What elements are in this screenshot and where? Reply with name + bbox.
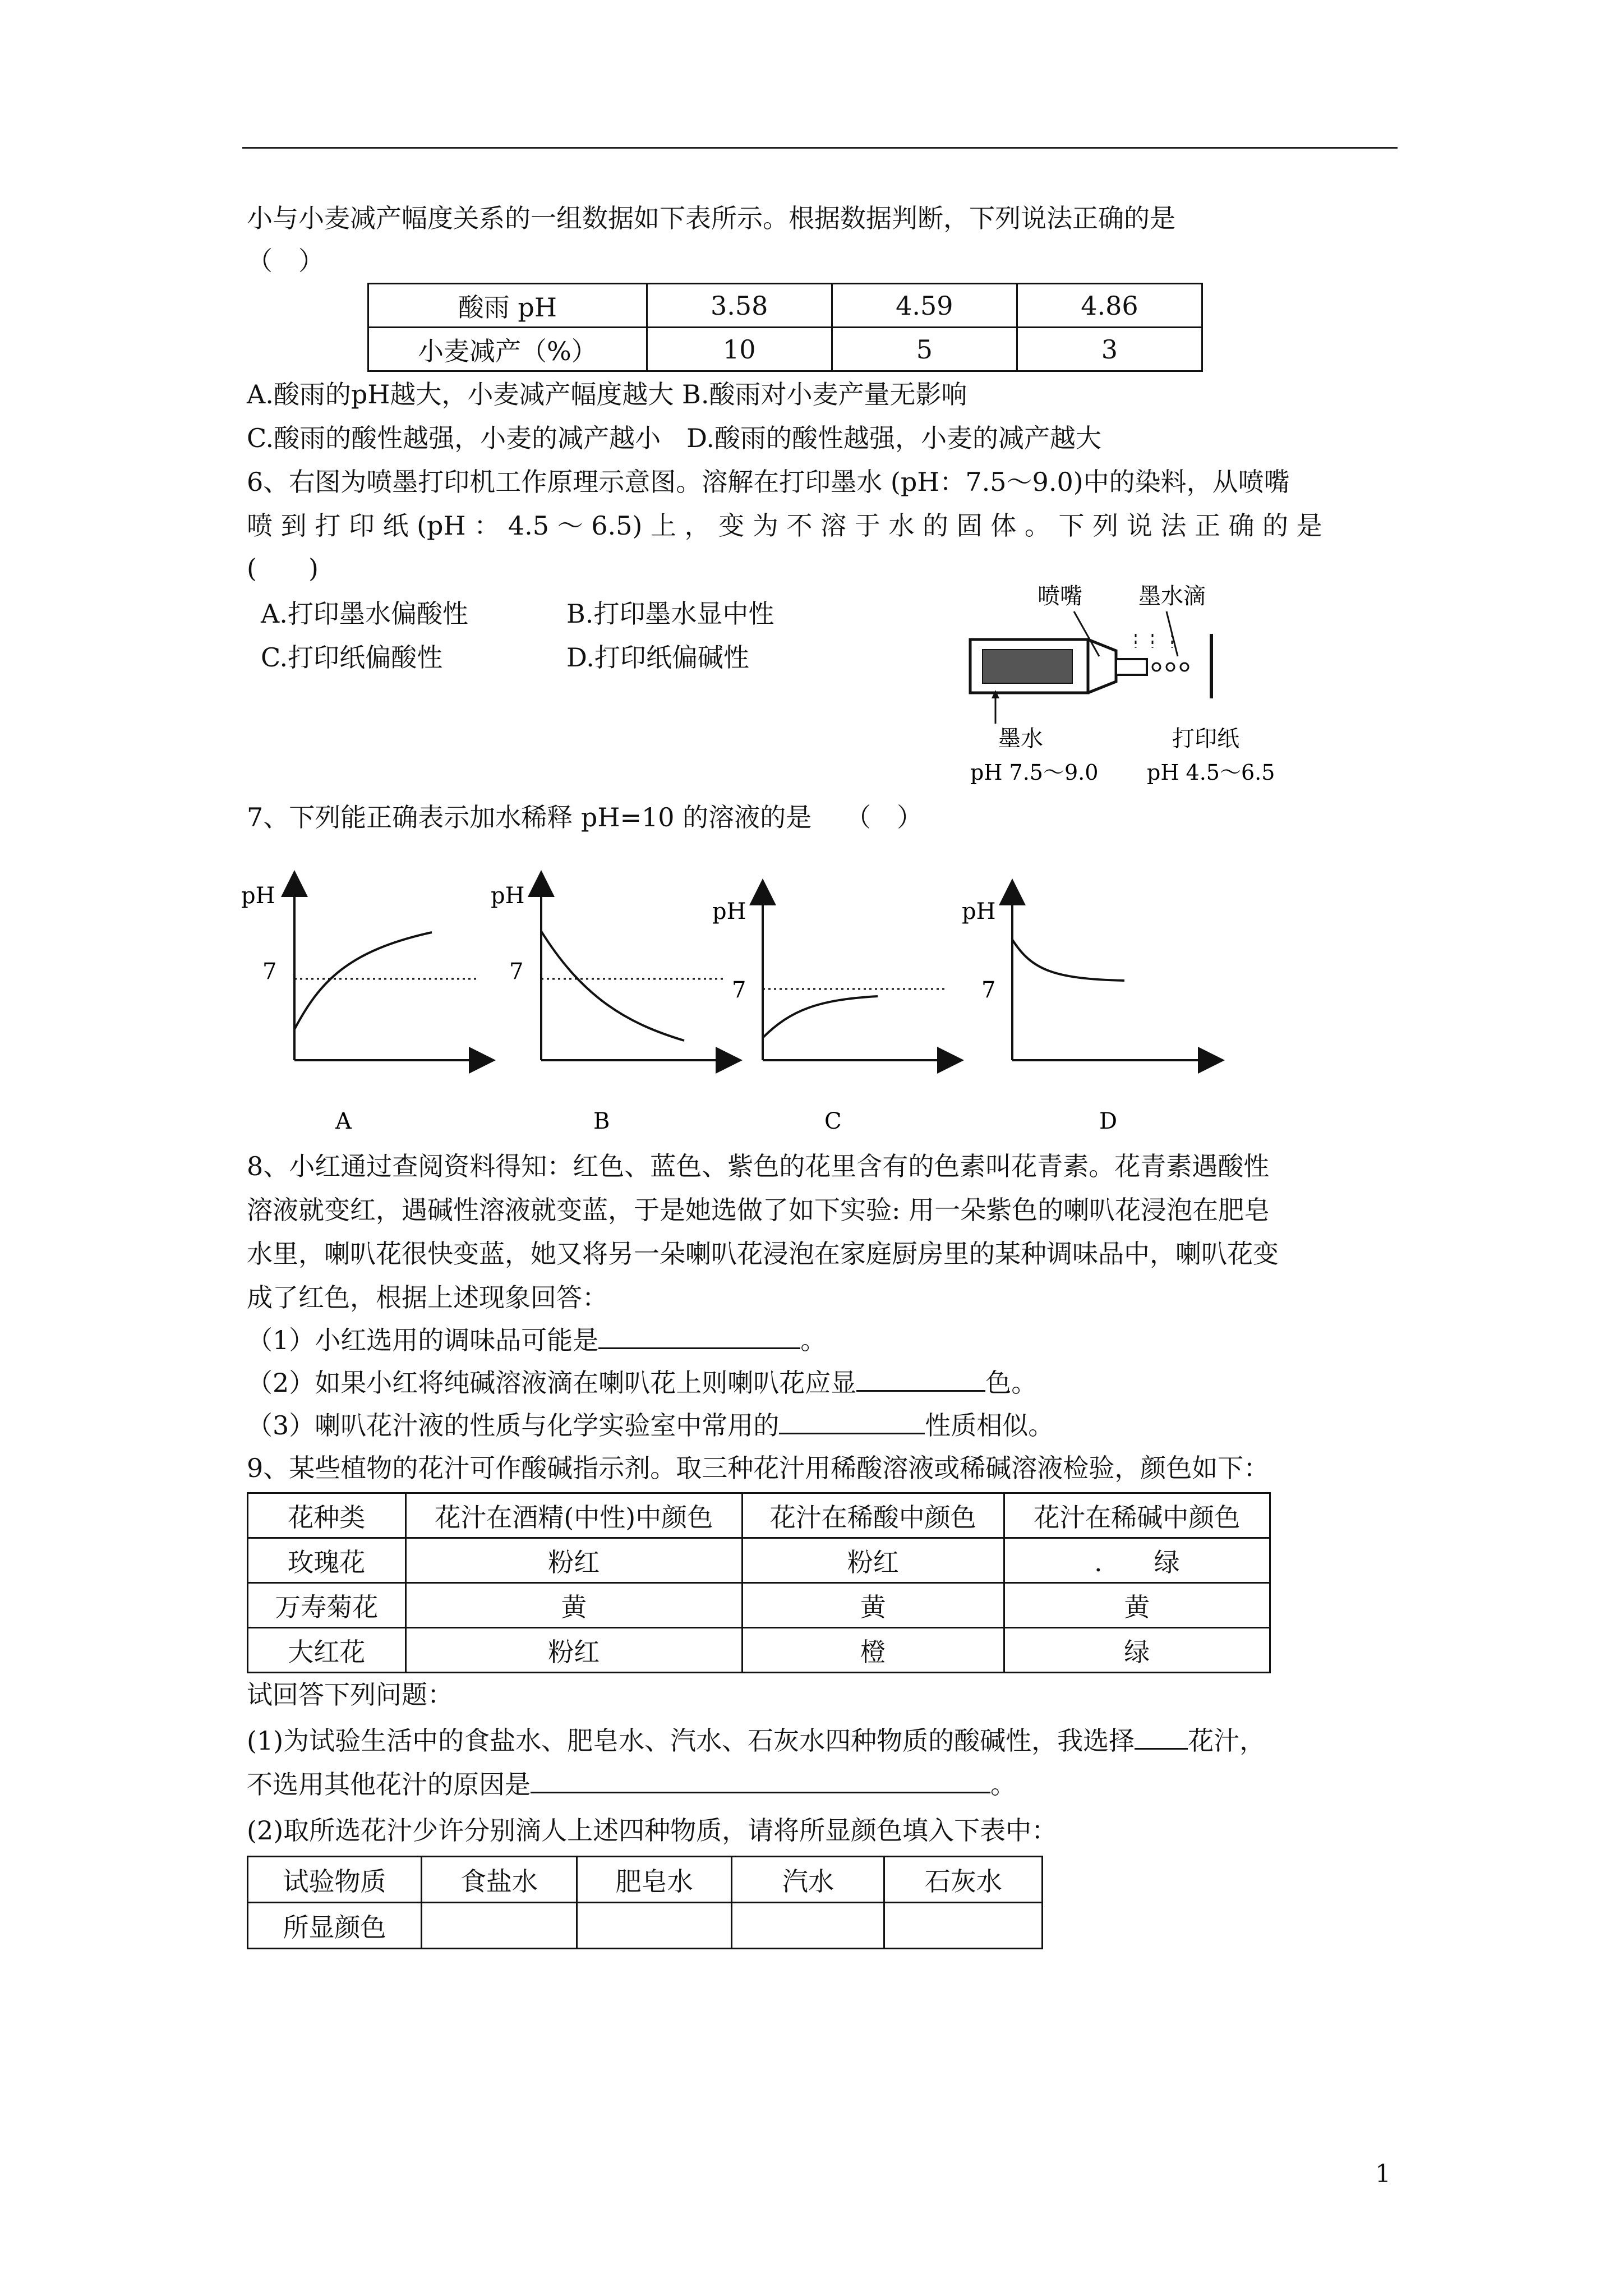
q5-cell: 4.59: [832, 284, 1017, 328]
q6-option-a: A.打印墨水偏酸性: [261, 599, 468, 629]
q9-answer-cell-limewater[interactable]: [884, 1903, 1043, 1949]
paper-label: 打印纸: [1172, 726, 1239, 752]
q9-answer-row-label: 所显颜色: [248, 1903, 422, 1949]
axis-label-ph: pH: [962, 899, 996, 924]
q9-flower-table: [247, 1492, 1271, 1673]
curve-b: [541, 931, 684, 1041]
q9-p2: (2)取所选花汁少许分别滴人上述四种物质，请将所显颜色填入下表中：: [247, 1815, 1058, 1846]
ink-label: 墨水: [998, 726, 1043, 752]
q8-sub1: [247, 1322, 826, 1359]
q5-intro: 小与小麦减产幅度关系的一组数据如下表所示。根据数据判断，下列说法正确的是: [247, 203, 1175, 233]
page-number: 1: [1375, 2160, 1391, 2188]
q9-p1-end: 花汁，: [1188, 1726, 1266, 1756]
q5-cell: 3.58: [647, 284, 832, 328]
nozzle-label: 喷嘴: [1038, 583, 1082, 609]
tick-seven: 7: [981, 977, 996, 1003]
q9-cell: 绿: [1004, 1628, 1270, 1673]
q9-answer-header: 汽水: [732, 1857, 884, 1903]
q7-question: 7、下列能正确表示加水稀释 pH=10 的溶液的是: [247, 802, 812, 832]
q8-sub3-text: （3）喇叭花汁液的性质与化学实验室中常用的: [247, 1410, 780, 1441]
q5-cell: 5: [832, 328, 1017, 371]
ink-reservoir: [983, 650, 1072, 683]
q9-p1-reason: [247, 1766, 1016, 1803]
q9-answer-cell-soap[interactable]: [577, 1903, 732, 1949]
q8-sub2: [247, 1364, 1037, 1401]
q9-cell: 黄: [742, 1583, 1004, 1628]
q9-cell: 玫瑰花: [248, 1538, 406, 1583]
ink-droplet: [1181, 663, 1188, 671]
q8-sub3: [247, 1407, 1054, 1444]
inkjet-diagram: [948, 578, 1340, 785]
q9-cell: 黄: [1004, 1583, 1270, 1628]
q9-answer-cell-salt[interactable]: [421, 1903, 577, 1949]
q9-answer-table: [247, 1856, 1043, 1949]
q8-line4: 成了红色，根据上述现象回答：: [247, 1282, 608, 1313]
q9-answer-cell-soda[interactable]: [732, 1903, 884, 1949]
tick-seven: 7: [732, 977, 746, 1003]
cartridge-taper: [1088, 639, 1116, 693]
curve-c: [763, 996, 878, 1038]
q8-sub2-text: （2）如果小红将纯碱溶液滴在喇叭花上则喇叭花应显: [247, 1368, 857, 1398]
q6-option-c: C.打印纸偏酸性: [261, 642, 443, 673]
q8-line1: 8、小红通过查阅资料得知：红色、蓝色、紫色的花里含有的色素叫花青素。花青素遇酸性: [247, 1151, 1270, 1181]
paper-ph-label: pH 4.5～6.5: [1147, 760, 1275, 785]
q9-answer-header: 石灰水: [884, 1857, 1043, 1903]
curve-d: [1012, 940, 1124, 981]
q8-sub1-end: 。: [800, 1325, 827, 1355]
q9-ask: 试回答下列问题：: [247, 1680, 453, 1710]
q6-line2: 喷 到 打 印 纸 (pH ： 4.5 ～ 6.5) 上 ， 变 为 不 溶 于 水 的 固 体 。 下 列 说 法 正 确 的 是: [247, 510, 1322, 541]
q9-header-cell: 花汁在稀碱中颜色: [1004, 1493, 1270, 1538]
q9-cell: 万寿菊花: [248, 1583, 406, 1628]
q9-p1-reason-text: 不选用其他花汁的原因是: [247, 1769, 531, 1800]
axis-label-ph: pH: [241, 883, 275, 909]
q9-cell: 粉红: [405, 1538, 742, 1583]
q9-cell: 大红花: [248, 1628, 406, 1673]
q7-paren: （ ）: [845, 802, 923, 832]
q8-sub2-end: 色。: [985, 1368, 1038, 1398]
q6-option-d: D.打印纸偏碱性: [566, 642, 749, 673]
q8-blank-reagent[interactable]: [779, 1433, 925, 1434]
ink-ph-label: pH 7.5～9.0: [970, 760, 1099, 785]
q8-blank-color[interactable]: [856, 1390, 985, 1392]
nozzle-tip: [1116, 659, 1147, 675]
q8-line2: 溶液就变红，遇碱性溶液就变蓝，于是她选做了如下实验: 用一朵紫色的喇叭花浸泡在肥皂: [247, 1195, 1270, 1225]
graph-label-d: D: [1099, 1108, 1118, 1134]
header-rule: [242, 147, 1398, 149]
q6-line1: 6、右图为喷墨打印机工作原理示意图。溶解在打印墨水 (pH：7.5～9.0)中的染料，从喷嘴: [247, 467, 1290, 497]
q5-cell: 小麦减产（%）: [368, 328, 647, 371]
graph-b: [491, 883, 729, 1134]
graph-c: [712, 892, 951, 1134]
q9-answer-header: 肥皂水: [577, 1857, 732, 1903]
graph-d: [962, 892, 1211, 1134]
q6-paren: ( ): [247, 553, 319, 583]
q9-p1: [247, 1722, 1265, 1759]
q9-cell: 粉红: [742, 1538, 1004, 1583]
q9-cell: 黄: [405, 1583, 742, 1628]
q6-option-b: B.打印墨水显中性: [566, 599, 774, 629]
q5-table: [367, 283, 1203, 372]
q9-cell: 橙: [742, 1628, 1004, 1673]
droplet-label: 墨水滴: [1138, 583, 1206, 609]
q9-header-cell: 花汁在酒精(中性)中颜色: [405, 1493, 742, 1538]
tick-seven: 7: [262, 959, 277, 984]
q5-cell: 10: [647, 328, 832, 371]
q9-blank-reason[interactable]: [531, 1792, 990, 1793]
q5-options-cd: C.酸雨的酸性越强，小麦的减产越小 D.酸雨的酸性越强，小麦的减产越大: [247, 423, 1102, 453]
q9-cell: . 绿: [1004, 1538, 1270, 1583]
ink-droplet: [1152, 663, 1160, 671]
q5-cell: 3: [1017, 328, 1202, 371]
q8-sub3-end: 性质相似。: [925, 1410, 1054, 1441]
curve-a: [294, 932, 432, 1029]
q9-header-cell: 花种类: [248, 1493, 406, 1538]
axis-label-ph: pH: [491, 883, 525, 909]
q9-text: 9、某些植物的花汁可作酸碱指示剂。取三种花汁用稀酸溶液或稀碱溶液检验，颜色如下：: [247, 1453, 1270, 1483]
q5-cell: 4.86: [1017, 284, 1202, 328]
q8-line3: 水里，喇叭花很快变蓝，她又将另一朵喇叭花浸泡在家庭厨房里的某种调味品中，喇叭花变: [247, 1239, 1279, 1269]
ink-droplet: [1166, 663, 1174, 671]
axis-label-ph: pH: [712, 899, 746, 924]
q9-answer-header: 食盐水: [421, 1857, 577, 1903]
q5-paren: （ ）: [247, 246, 324, 276]
q7-text: [247, 799, 923, 836]
q9-answer-header: 试验物质: [248, 1857, 422, 1903]
graph-a: [241, 883, 482, 1134]
q5-options-ab: A.酸雨的pH越大，小麦减产幅度越大 B.酸雨对小麦产量无影响: [247, 379, 967, 409]
q8-sub1-text: （1）小红选用的调味品可能是: [247, 1325, 599, 1355]
q8-blank-seasoning[interactable]: [598, 1347, 800, 1349]
q9-p1-text: (1)为试验生活中的食盐水、肥皂水、汽水、石灰水四种物质的酸碱性，我选择: [247, 1726, 1135, 1756]
graph-label-a: A: [335, 1108, 352, 1134]
graph-label-b: B: [593, 1108, 610, 1134]
q5-cell: 酸雨 pH: [368, 284, 647, 328]
tick-seven: 7: [509, 959, 524, 984]
q9-blank-flower[interactable]: [1135, 1748, 1188, 1750]
q9-p1-reason-end: 。: [990, 1769, 1016, 1800]
q7-graphs: [236, 869, 1239, 1139]
q9-header-cell: 花汁在稀酸中颜色: [742, 1493, 1004, 1538]
q9-cell: 粉红: [405, 1628, 742, 1673]
graph-label-c: C: [824, 1108, 842, 1134]
